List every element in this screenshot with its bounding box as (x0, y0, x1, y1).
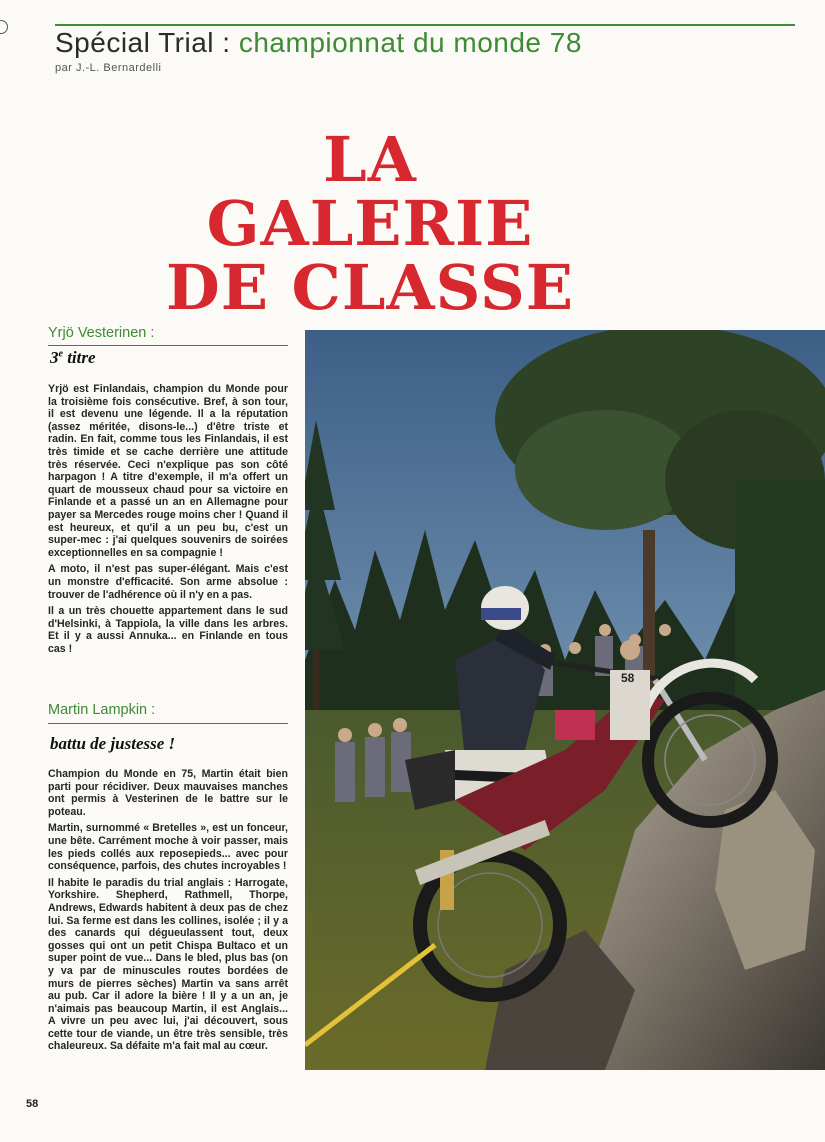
paragraph: A moto, il n'est pas super-élégant. Mais c'est un monstre d'efficacité. Son arme absolue : trouver de l'adhérence où il n'y en a pas. (48, 563, 288, 601)
section-rule-lampkin (48, 723, 288, 724)
section-subtitle-vesterinen (50, 348, 96, 368)
paragraph: Champion du Monde en 75, Martin était bien parti pour récidiver. Deux mauvaises manches ont permis à Vesterinen de le battre sur le poteau. (48, 768, 288, 818)
header-kicker: Spécial Trial (55, 27, 215, 58)
subtitle-text: titre (62, 348, 96, 367)
paragraph: Il a un très chouette appartement dans le sud d'Helsinki, à Tappiola, la ville dans les arbres. Et il y a aussi Annuka... en Finlande en tous cas ! (48, 605, 288, 655)
paragraph: Martin, surnommé « Bretelles », est un fonceur, une bête. Carrément moche à voir passer, mais les pieds collés aux reposepieds... avec pour conséquence, parfois, des chutes incroyables ! (48, 822, 288, 873)
header-rule (55, 24, 795, 26)
bib-number: 58 (621, 671, 635, 685)
header-subject: championnat du monde 78 (238, 27, 582, 58)
rider-photograph (305, 330, 825, 1070)
section-body-lampkin (48, 768, 288, 1057)
title-line-3: DE CLASSE (165, 251, 575, 324)
section-heading-vesterinen: Yrjö Vesterinen : (48, 325, 155, 341)
subtitle-number: 3 (50, 348, 59, 367)
section-rule-vesterinen (48, 345, 288, 346)
page-header (55, 27, 582, 59)
header-separator: : (222, 27, 231, 58)
section-body-vesterinen (48, 383, 288, 659)
paragraph: Il habite le paradis du trial anglais : Harrogate, Yorkshire. Shepherd, Rathmell, Thorpe, Andrews, Edwards habitent à deux pas de chez lui. Sa ferme est dans les collines, isolée ; il y a des canards qui dégueulassent tout, deux gosses qui ont un petit Chispa Bultaco et un super point de vue... Dans le bled, plus bas (on y va par de minuscules routes bordées de murs de pierres sèches) Martin va sans arrêt au pub. Car il adore la bière ! Il y a un an, je n'aimais pas beaucoup Martin, il est Anglais... A vivre un peu avec lui, j'ai découvert, sous cette tour de viande, un être très sensible, très chaleureux. Sa défaite m'a fait mal au cœur. (48, 876, 288, 1053)
byline: par J.-L. Bernardelli (55, 62, 162, 74)
title-line-1: LA (323, 123, 417, 196)
paragraph: Yrjö est Finlandais, champion du Monde pour la troisième fois consécutive. Bref, à son tour, il est devenu une légende. Il a la réputation (assez méritée, disons-le...) d'être triste et radin. En fait, comme tous les Finlandais, il est très timide et se cache derrière une attitude très réservée. Ceci n'explique pas son côté harpagon ! A titre d'exemple, il m'a offert un quart de mousseux chaud pour sa victoire en Finlande et a passé un an en Allemagne pour payer sa Mercedes rouge moins cher ! Quand il est heureux, et qu'il a un peu bu, c'est un super-mec : j'ai quelques souvenirs de soirées exceptionnelles en sa compagnie ! (48, 383, 288, 559)
margin-registration-mark (0, 20, 8, 34)
page-number: 58 (26, 1098, 39, 1110)
section-heading-lampkin: Martin Lampkin : (48, 702, 156, 718)
title-line-2: GALERIE (206, 187, 534, 260)
article-title (150, 123, 590, 324)
subtitle-superscript: e (58, 348, 63, 360)
section-subtitle-lampkin: battu de justesse ! (50, 734, 176, 753)
